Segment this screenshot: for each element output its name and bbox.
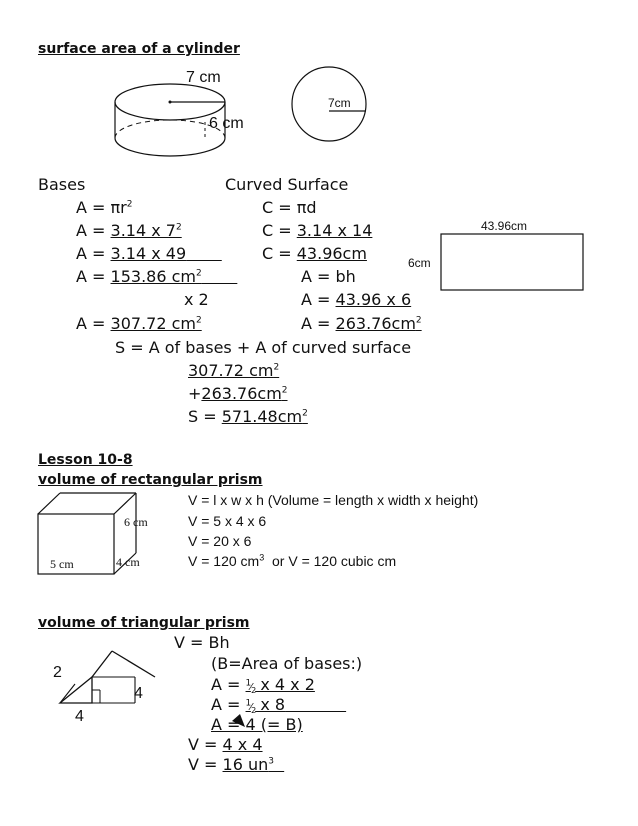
tri-prism-side-label: 2 xyxy=(53,664,62,681)
heading-surface-area-cylinder: surface area of a cylinder xyxy=(38,41,240,57)
tri-prism-formula: V = Bh xyxy=(174,633,230,652)
circle-radius-label: 7cm xyxy=(328,96,351,110)
rect-prism-step-2: V = 20 x 6 xyxy=(188,533,252,549)
total-addend-1: 307.72 $cm^2$ xyxy=(188,361,280,380)
bases-step-2: A = 3.14 x 49 xyxy=(76,244,187,263)
cylinder-height-label: 6 cm xyxy=(209,115,244,132)
bases-formula: $A = \pi r^2$ xyxy=(76,198,133,217)
tri-prism-area-step-2: $A = ^1⁄_2$ x 8 xyxy=(211,695,286,715)
tri-prism-note: (B=Area of bases:) xyxy=(211,654,363,673)
total-sum: $S = 571.48cm^2$ xyxy=(188,407,308,426)
curved-step-1: C = 3.14 x 14 xyxy=(262,221,373,240)
heading-volume-rectangular-prism: volume of rectangular prism xyxy=(38,472,263,488)
tri-prism-volume-result: V = 16 $un^3$ xyxy=(188,755,274,774)
bases-step-3: A = 153.86 $cm^2$ xyxy=(76,267,202,286)
tri-prism-area-result: A = 4 (= B) xyxy=(211,715,303,734)
curved-formula: C = πd xyxy=(262,198,317,217)
rect-prism-length-label: 5 cm xyxy=(50,557,74,571)
tri-prism-base-label: 4 xyxy=(75,708,84,725)
rect-prism-formula: V = l x w x h (Volume = length x width x height) xyxy=(188,492,479,508)
bases-times-two: x 2 xyxy=(184,290,209,309)
curved-step-2: C = 43.96cm xyxy=(262,244,367,263)
cylinder-radius-label: 7 cm xyxy=(186,69,221,86)
curved-result: $A = 263.76cm^2$ xyxy=(301,314,422,333)
rect-prism-width-label: 4 cm xyxy=(116,555,140,569)
curved-step-3: A = 43.96 x 6 xyxy=(301,290,412,309)
tri-prism-area-step-1: $A = ^1⁄_2$ x 4 x 2 xyxy=(211,675,315,695)
rect-prism-result: V = 120 $cm^3$ or V = 120 cubic cm xyxy=(188,552,397,569)
total-addend-2: $+263.76cm^2$ xyxy=(188,384,288,403)
rect-prism-height-label: 6 cm xyxy=(124,515,148,529)
bases-title: Bases xyxy=(38,175,86,194)
rect-height-label: 6cm xyxy=(408,256,431,270)
curved-area-formula: A = bh xyxy=(301,267,356,286)
rect-width-label: 43.96cm xyxy=(481,219,528,233)
bases-result: A = 307.72 $cm^2$ xyxy=(76,314,202,333)
total-statement: S = A of bases + A of curved surface xyxy=(115,338,412,357)
tri-prism-volume-step: V = 4 x 4 xyxy=(188,735,263,754)
heading-lesson: Lesson 10-8 xyxy=(38,452,133,468)
bases-step-1: A = 3.14 x $7^2$ xyxy=(76,221,182,240)
tri-prism-length-label: 4 xyxy=(134,685,143,702)
rect-prism-step-1: V = 5 x 4 x 6 xyxy=(188,513,267,529)
heading-volume-triangular-prism: volume of triangular prism xyxy=(38,615,250,631)
curved-title: Curved Surface xyxy=(225,175,349,194)
